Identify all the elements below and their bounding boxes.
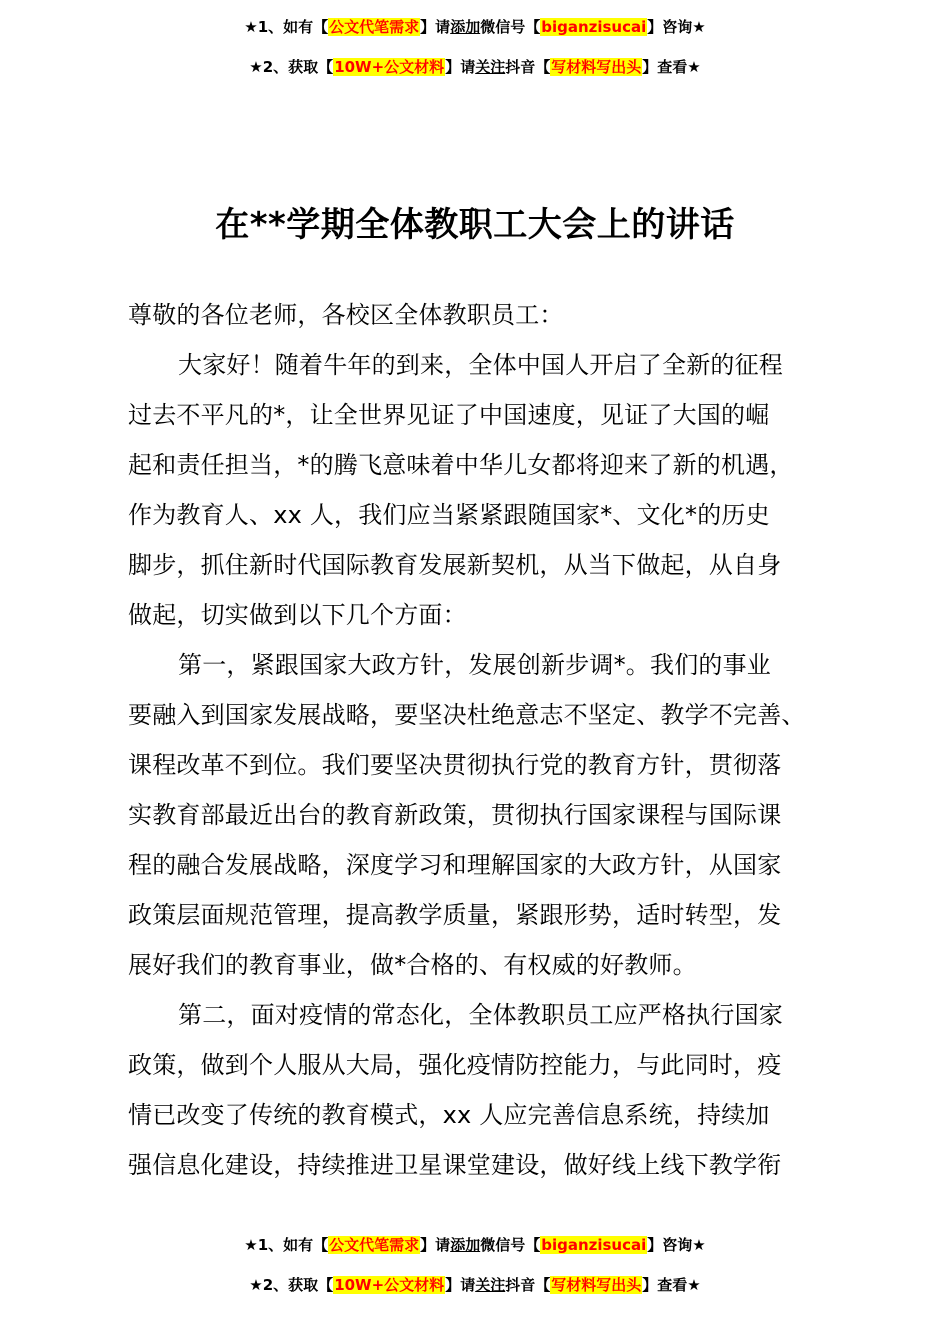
document-title: 在**学期全体教职工大会上的讲话 [215,205,735,245]
paragraph-line: 过去不平凡的*，让全世界见证了中国速度，见证了大国的崛 [128,401,770,429]
footer-line-2-text-2: 抖音【 [505,1276,551,1294]
header-line-2-text: 】请 [445,58,476,76]
paragraph-line: 实教育部最近出台的教育新政策，贯彻执行国家课程与国际课 [128,801,782,829]
paragraph-line: 第一，紧跟国家大政方针，发展创新步调*。我们的事业 [178,651,771,679]
paragraph-line: 政策，做到个人服从大局，强化疫情防控能力，与此同时，疫 [128,1051,782,1079]
footer-line-2-text: 】请 [445,1276,476,1294]
footer-highlight-wechat-id: biganzisucai [541,1236,647,1254]
header-highlight-service: 公文代笔需求 [329,18,420,36]
footer-highlight-materials: 10W+公文材料 [334,1276,445,1294]
paragraph-line: 政策层面规范管理，提高教学质量，紧跟形势，适时转型，发 [128,901,782,929]
paragraph-line: 起和责任担当，*的腾飞意味着中华儿女都将迎来了新的机遇， [128,451,794,479]
header-line-1-text-2: 微信号【 [480,18,541,36]
paragraph-line: 课程改革不到位。我们要坚决贯彻执行党的教育方针，贯彻落 [128,751,782,779]
paragraph-line: 展好我们的教育事业，做*合格的、有权威的好教师。 [128,951,697,979]
paragraph-line: 大家好！随着牛年的到来，全体中国人开启了全新的征程 [178,351,783,379]
header-underline-follow: 关注 [475,58,506,76]
header-line-2-suffix: 】查看★ [642,58,701,76]
header-line-2-prefix: ★2、获取【 [249,58,334,76]
paragraph-line: 强信息化建设，持续推进卫星课堂建设，做好线上线下教学衔 [128,1151,782,1179]
footer-line-1 [0,1234,950,1256]
footer-line-2 [0,1274,950,1296]
header-line-1-text: 】请 [420,18,451,36]
header-line-1 [0,16,950,38]
paragraph-line: 做起，切实做到以下几个方面： [128,601,467,629]
paragraph-line: 情已改变了传统的教育模式，xx 人应完善信息系统，持续加 [128,1101,770,1129]
footer-line-2-prefix: ★2、获取【 [249,1276,334,1294]
header-line-2-text-2: 抖音【 [505,58,551,76]
footer-line-1-text-2: 微信号【 [480,1236,541,1254]
paragraph-line: 要融入到国家发展战略，要坚决杜绝意志不坚定、教学不完善、 [128,701,806,729]
footer-underline-follow: 关注 [475,1276,506,1294]
footer-line-1-suffix: 】咨询★ [647,1236,706,1254]
header-highlight-materials: 10W+公文材料 [334,58,445,76]
header-underline-add: 添加 [450,18,481,36]
header-highlight-wechat-id: biganzisucai [541,18,647,36]
header-line-1-suffix: 】咨询★ [647,18,706,36]
salutation [128,290,840,340]
paragraph-line: 第二，面对疫情的常态化，全体教职员工应严格执行国家 [178,1001,783,1029]
header-line-2 [0,56,950,78]
paragraph-line: 脚步，抓住新时代国际教育发展新契机，从当下做起，从自身 [128,551,782,579]
footer-highlight-service: 公文代笔需求 [329,1236,420,1254]
paragraph-line: 作为教育人、xx 人，我们应当紧紧跟随国家*、文化*的历史 [128,501,770,529]
footer-highlight-douyin: 写材料写出头 [551,1276,642,1294]
paragraph-line: 程的融合发展战略，深度学习和理解国家的大政方针，从国家 [128,851,782,879]
salutation-text: 尊敬的各位老师，各校区全体教职员工： [128,301,564,329]
paragraph-2 [128,640,840,990]
footer-line-1-text: 】请 [420,1236,451,1254]
footer-line-1-prefix: ★1、如有【 [244,1236,329,1254]
paragraph-1 [128,340,840,640]
paragraph-3 [128,990,840,1190]
header-highlight-douyin: 写材料写出头 [551,58,642,76]
footer-underline-add: 添加 [450,1236,481,1254]
header-line-1-prefix: ★1、如有【 [244,18,329,36]
footer-line-2-suffix: 】查看★ [642,1276,701,1294]
